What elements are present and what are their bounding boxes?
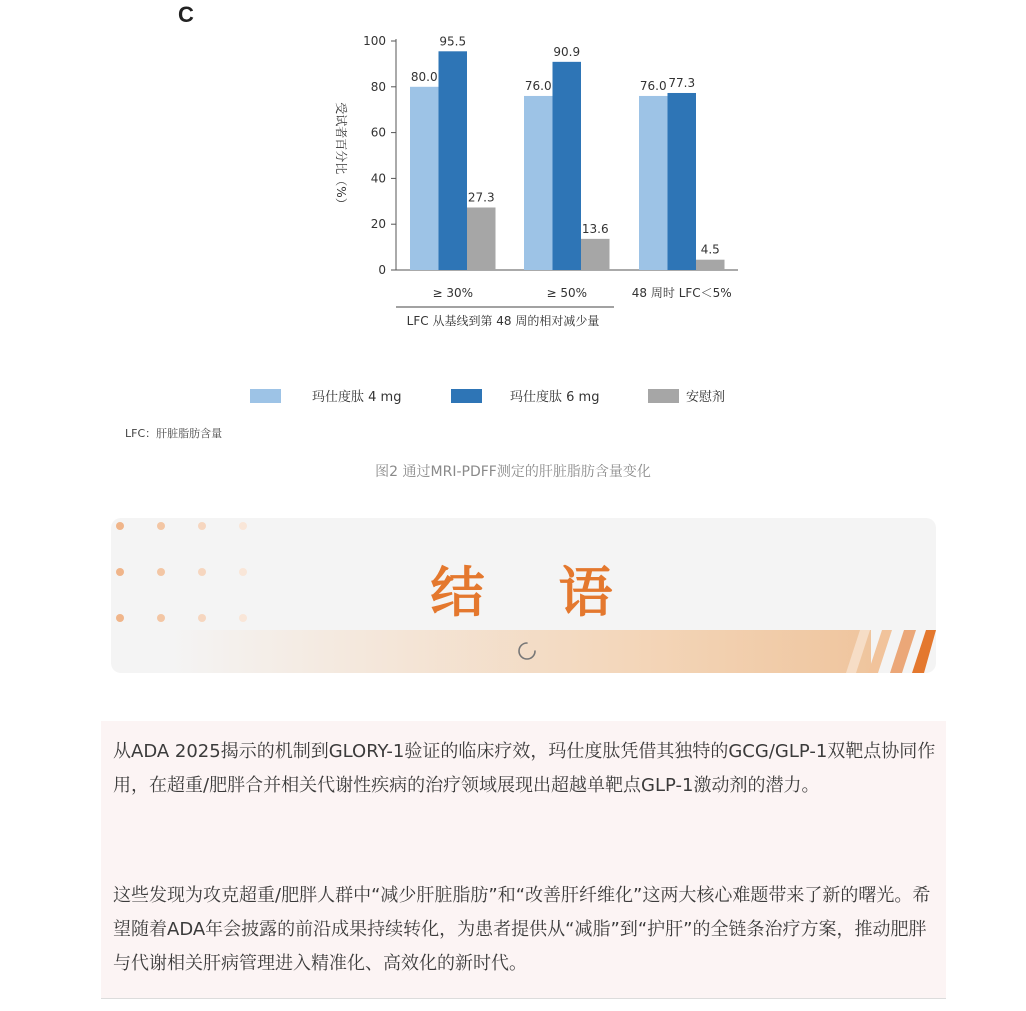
conclusion-text-box (101, 721, 946, 999)
y-tick-label: 20 (370, 217, 386, 232)
bar (467, 207, 496, 270)
bar (639, 96, 668, 270)
figure-caption: 图2 通过MRI-PDFF测定的肝脏脂肪含量变化 (375, 464, 651, 480)
section-title (111, 550, 936, 627)
banner-dot (198, 522, 206, 530)
x-category-label: ≥ 50% (546, 286, 588, 300)
section-title-right: 语 (558, 561, 617, 624)
bar (553, 62, 582, 270)
figure-footnote: LFC：肝脏脂肪含量 (125, 427, 223, 440)
x-category-label: ≥ 30% (432, 286, 474, 300)
y-tick-label: 0 (378, 263, 386, 277)
legend-label: 安慰剂 (686, 390, 726, 405)
bar-value-label: 90.9 (553, 44, 581, 59)
bar (439, 51, 468, 270)
bar-value-label: 95.5 (439, 34, 467, 49)
bar-value-label: 80.0 (410, 69, 438, 84)
x-category-label: 48 周时 LFC＜5% (631, 286, 732, 300)
bar-value-label: 76.0 (639, 78, 667, 93)
bar (410, 87, 439, 270)
bar-value-label: 27.3 (467, 190, 495, 205)
category-group-label: LFC 从基线到第 48 周的相对减少量 (406, 314, 600, 328)
section-banner (111, 518, 936, 673)
bar-value-label: 76.0 (524, 78, 552, 93)
legend-swatch (648, 389, 679, 403)
bar-value-label: 77.3 (668, 75, 696, 90)
legend-swatch (451, 389, 482, 403)
y-axis-label: 受试者百分比（%） (334, 102, 348, 210)
legend-label: 玛仕度肽 4 mg (312, 390, 402, 405)
banner-stripes-decoration (846, 630, 936, 673)
banner-dot (239, 522, 247, 530)
y-tick-label: 40 (370, 171, 386, 186)
legend-label: 玛仕度肽 6 mg (510, 390, 600, 405)
bar (524, 96, 553, 270)
legend-swatch (250, 389, 281, 403)
conclusion-paragraph-1: 从ADA 2025揭示的机制到GLORY-1验证的临床疗效，玛仕度肽凭借其独特的GCG/GLP-1双靶点协同作用，在超重/肥胖合并相关代谢性疾病的治疗领域展现出超越单靶点GLP-1激动剂的潜力。 (113, 741, 936, 796)
section-title-left: 结 (430, 561, 489, 624)
bar-value-label: 13.6 (581, 221, 609, 236)
conclusion-paragraph-2: 这些发现为攻克超重/肥胖人群中“减少肝脏脂肪”和“改善肝纤维化”这两大核心难题带来了新的曙光。希望随着ADA年会披露的前沿成果持续转化，为患者提供从“减脂”到“护肝”的全链条治疗方案，推动肥胖与代谢相关肝病管理进入精准化、高效化的新时代。 (113, 885, 931, 974)
bar-value-label: 4.5 (700, 242, 720, 257)
y-tick-label: 100 (363, 34, 386, 48)
y-tick-label: 80 (370, 79, 386, 94)
loading-spinner-icon (517, 641, 537, 661)
y-tick-label: 60 (370, 125, 386, 140)
bar-chart (0, 0, 1026, 440)
bar (668, 93, 697, 270)
banner-dot (116, 522, 124, 530)
bar (696, 260, 725, 270)
banner-dot (157, 522, 165, 530)
bar (581, 239, 610, 270)
panel-letter: C (178, 2, 194, 27)
